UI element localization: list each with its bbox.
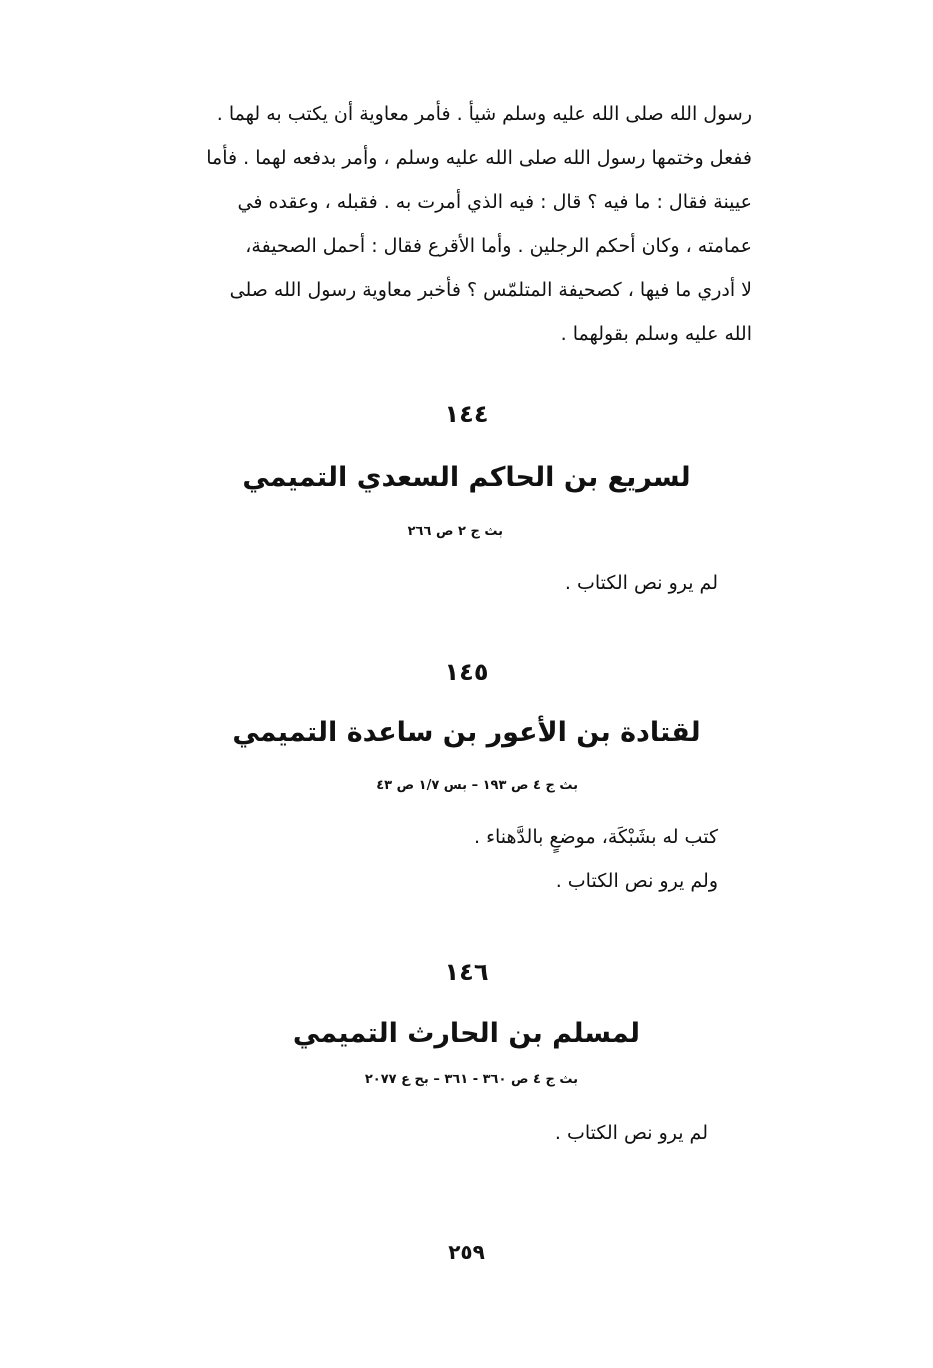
page-number: ٢٥٩ [448,1240,485,1264]
paragraph-line: عيينة فقال : ما فيه ؟ قال : فيه الذي أمرت به . فقبله ، وعقده في [237,191,752,213]
section-reference: بث ج ٤ ص ١٩٣ – بس ١/٧ ص ٤٣ [376,778,578,793]
paragraph-line: الله عليه وسلم بقولهما . [560,323,752,345]
paragraph-line: لا أدري ما فيها ، كصحيفة المتلمّس ؟ فأخبر معاوية رسول الله صلى [229,279,752,301]
section-reference: بث ج ٤ ص ٣٦٠ - ٣٦١ – بح ع ٢٠٧٧ [364,1072,578,1087]
section-reference: بث ج ٢ ص ٢٦٦ [407,524,503,539]
section-title: لسريع بن الحاكم السعدي التميمي [242,462,691,493]
section-body-line: لم يرو نص الكتاب . [554,1122,708,1144]
section-title: لقتادة بن الأعور بن ساعدة التميمي [232,717,701,748]
section-number: ١٤٥ [444,658,489,686]
section-number: ١٤٦ [444,958,489,986]
section-title: لمسلم بن الحارث التميمي [292,1018,641,1049]
paragraph-line: ففعل وختمها رسول الله صلى الله عليه وسلم ، وأمر بدفعه لهما . فأما [206,147,752,169]
paragraph-line: عمامته ، وكان أحكم الرجلين . وأما الأقرع فقال : أحمل الصحيفة، [245,235,752,257]
section-body-line: لم يرو نص الكتاب . [564,572,718,594]
section-body-line: ولم يرو نص الكتاب . [555,870,718,892]
intro-paragraph [115,92,752,356]
paragraph-line: رسول الله صلى الله عليه وسلم شيأ . فأمر معاوية أن يكتب به لهما . [216,103,752,125]
section-body-line: كتب له بشَبْكَة، موضعٍ بالدَّهناء . [474,826,718,848]
section-number: ١٤٤ [444,400,489,428]
